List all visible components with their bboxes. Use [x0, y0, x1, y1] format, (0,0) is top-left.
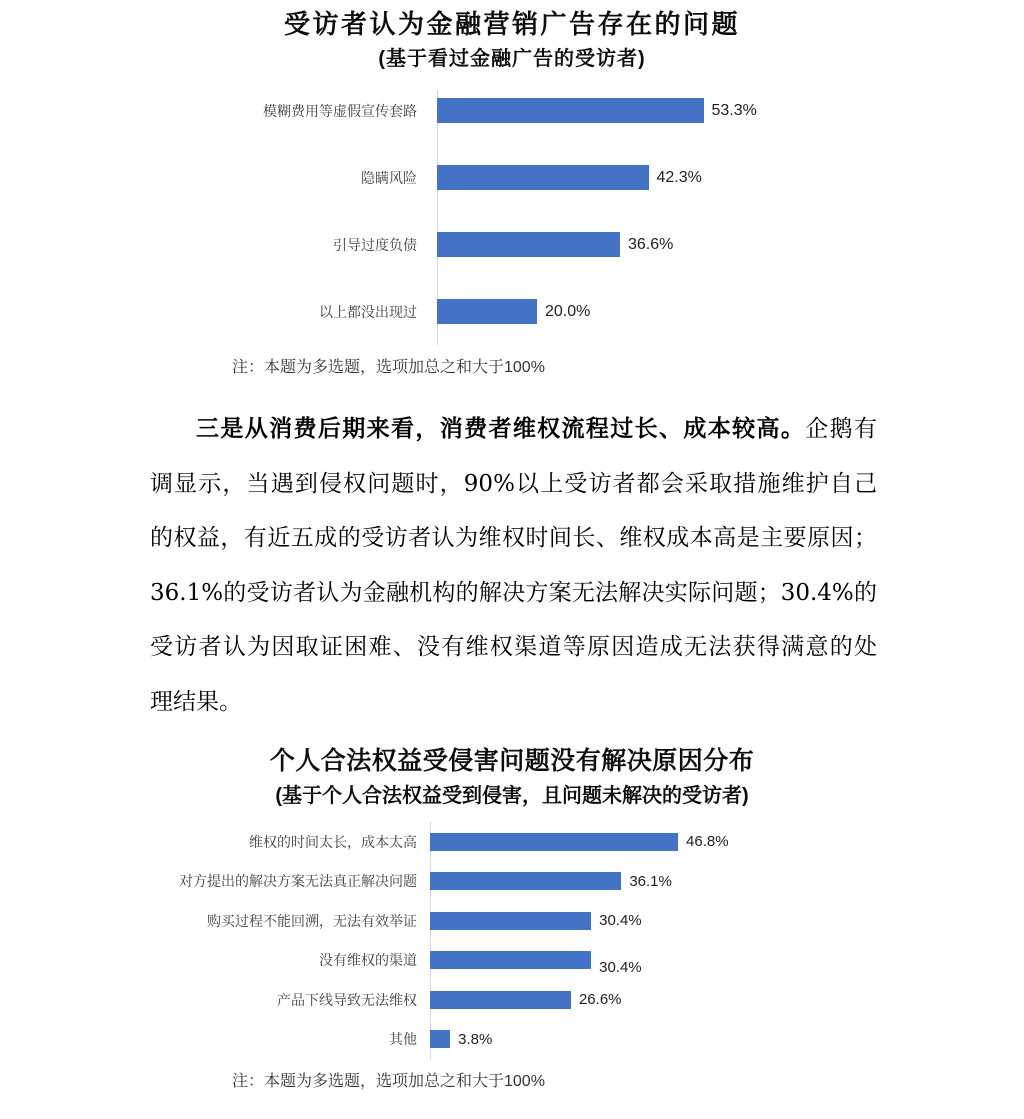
- bar: [430, 833, 678, 851]
- bar-track: [437, 98, 1024, 123]
- chart-row: [0, 1020, 1024, 1060]
- bar: [437, 165, 649, 190]
- value-label: 46.8%: [686, 833, 729, 851]
- bar: [430, 1030, 450, 1048]
- paragraph-line: [150, 457, 877, 512]
- category-label: 购买过程不能回溯，无法有效举证: [207, 912, 417, 929]
- text-segment: 调显示，当遇到侵权问题时，90%以上受访者都会采取措施维护自己: [150, 470, 877, 497]
- category-label: 维权的时间太长，成本太高: [249, 833, 417, 850]
- chart2-subtitle: (基于个人合法权益受到侵害，且问题未解决的受访者): [275, 785, 749, 807]
- bar-track: [430, 872, 1024, 890]
- value-label: 26.6%: [578, 991, 622, 1009]
- paragraph-line: [150, 566, 877, 621]
- value-label: 42.3%: [656, 168, 702, 186]
- value-label: 20.0%: [545, 302, 591, 320]
- text-segment: 企鹅有: [805, 416, 878, 442]
- text-segment: 三是从消费后期来看，消费者维权流程过长、成本较高。: [196, 415, 806, 441]
- value-label: 30.4%: [599, 958, 642, 976]
- chart1-note: 注：本题为多选题，选项加总之和大于100%: [232, 359, 545, 376]
- text-segment: 36.1%的受访者认为金融机构的解决方案无法解决实际问题；30.4%的: [150, 579, 877, 606]
- category-label: 其他: [389, 1031, 417, 1048]
- bar: [437, 232, 620, 257]
- chart-row: [0, 822, 1024, 862]
- value-label: 36.6%: [628, 235, 674, 253]
- bar-track: [430, 991, 1024, 1009]
- bar: [437, 98, 704, 123]
- category-label: 产品下线导致无法维权: [277, 991, 417, 1008]
- category-label: 模糊费用等虚假宣传套路: [263, 102, 417, 119]
- category-label: 隐瞒风险: [361, 169, 417, 186]
- paragraph-line: [150, 675, 877, 730]
- chart2-note: 注：本题为多选题，选项加总之和大于100%: [232, 1073, 545, 1090]
- chart-row: [0, 144, 1024, 211]
- bar-track: [430, 912, 1024, 930]
- chart1-plot: [0, 77, 1024, 345]
- value-label: 3.8%: [458, 1030, 493, 1048]
- paragraph-line: [150, 511, 877, 566]
- paragraph-line: [150, 620, 877, 675]
- category-label: 引导过度负债: [333, 236, 417, 253]
- category-label: 没有维权的渠道: [319, 952, 417, 969]
- chart-row: [0, 862, 1024, 902]
- chart-row: [0, 901, 1024, 941]
- bar-track: [437, 299, 1024, 324]
- chart1-bars: [0, 77, 1024, 345]
- chart-row: [0, 980, 1024, 1020]
- bar: [430, 872, 621, 890]
- bar-track: [437, 165, 1024, 190]
- paragraph-line: [150, 402, 877, 457]
- value-label: 30.4%: [599, 912, 642, 930]
- chart-row: [0, 941, 1024, 981]
- text-segment: 理结果。: [150, 688, 242, 715]
- category-label: 对方提出的解决方案无法真正解决问题: [179, 873, 417, 890]
- bar-track: [430, 951, 1024, 976]
- category-label: 以上都没出现过: [319, 303, 417, 320]
- value-label: 53.3%: [711, 101, 757, 119]
- chart2-bars: [0, 822, 1024, 1059]
- chart-row: [0, 77, 1024, 144]
- body-paragraph: [150, 402, 877, 729]
- bar-track: [430, 1030, 1024, 1048]
- chart-row: [0, 278, 1024, 345]
- bar-track: [430, 833, 1024, 851]
- text-segment: 受访者认为因取证困难、没有维权渠道等原因造成无法获得满意的处: [150, 634, 877, 660]
- bar: [430, 991, 571, 1009]
- chart2-title: 个人合法权益受侵害问题没有解决原因分布: [269, 747, 755, 775]
- bar: [430, 951, 591, 969]
- chart2-plot: [0, 822, 1024, 1059]
- value-label: 36.1%: [629, 872, 672, 890]
- bar: [430, 912, 591, 930]
- bar-track: [437, 232, 1024, 257]
- chart-row: [0, 211, 1024, 278]
- text-segment: 的权益，有近五成的受访者认为维权时间长、维权成本高是主要原因；: [150, 525, 877, 551]
- chart1-title: 受访者认为金融营销广告存在的问题: [283, 9, 740, 39]
- bar: [437, 299, 537, 324]
- chart1-subtitle: (基于看过金融广告的受访者): [378, 48, 646, 70]
